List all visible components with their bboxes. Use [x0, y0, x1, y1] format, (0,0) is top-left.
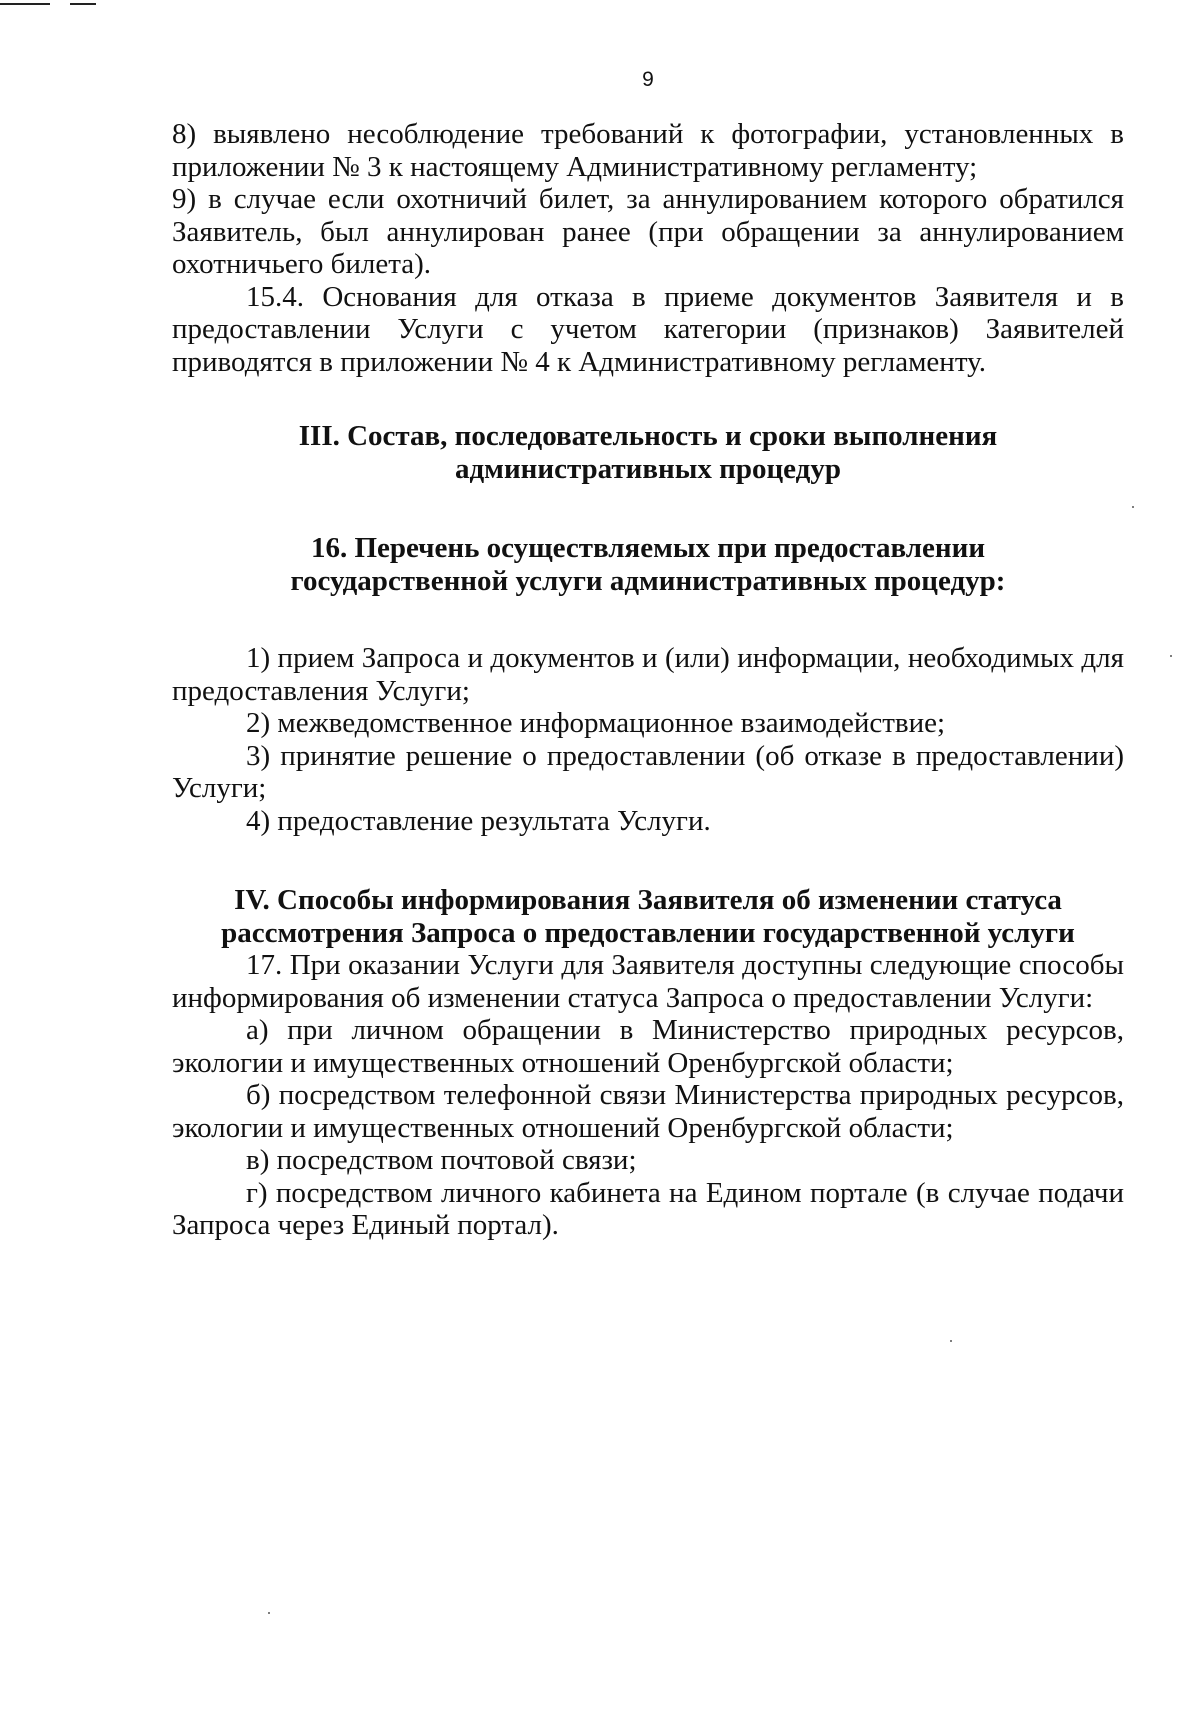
scan-edge-mark [70, 3, 96, 5]
section-3-heading: III. Состав, последовательность и сроки выполнения административных процедур [298, 420, 998, 485]
page-number: 9 [642, 68, 654, 91]
list-item: а) при личном обращении в Министерство природных ресурсов, экологии и имущественных отношений Оренбургской области; [172, 1014, 1124, 1079]
list-item: в) посредством почтовой связи; [246, 1144, 637, 1176]
procedures-list [172, 642, 1124, 837]
scan-speck [1170, 655, 1172, 657]
scan-speck [1132, 506, 1134, 508]
section-16-heading: 16. Перечень осуществляемых при предоставлении государственной услуги административных процедур: [290, 532, 1006, 597]
paragraph-15-4: 15.4. Основания для отказа в приеме документов Заявителя и в предоставлении Услуги с учетом категории (признаков) Заявителей приводятся в приложении № 4 к Административному регламенту. [172, 280, 1124, 378]
paragraph-17: 17. При оказании Услуги для Заявителя доступны следующие способы информирования об изменении статуса Запроса о предоставлении Услуги: [172, 949, 1124, 1014]
list-item: 1) прием Запроса и документов и (или) информации, необходимых для предоставления Услуги; [172, 642, 1124, 707]
list-item: б) посредством телефонной связи Министерства природных ресурсов, экологии и имущественных отношений Оренбургской области; [172, 1079, 1124, 1144]
list-item: 2) межведомственное информационное взаимодействие; [246, 707, 946, 739]
document-body [172, 118, 1124, 1242]
section-4-heading: IV. Способы информирования Заявителя об изменении статуса рассмотрения Запроса о предоставлении государственной услуги [221, 884, 1075, 949]
scan-speck [268, 1612, 270, 1614]
list-item: 8) выявлено несоблюдение требований к фотографии, установленных в приложении № 3 к настоящему Административному регламенту; [172, 118, 1124, 183]
list-item: 4) предоставление результата Услуги. [246, 804, 711, 837]
list-item: 3) принятие решение о предоставлении (об отказе в предоставлении) Услуги; [172, 739, 1124, 804]
list-item: г) посредством личного кабинета на Едином портале (в случае подачи Запроса через Единый портал). [172, 1176, 1124, 1241]
scan-edge-mark [0, 3, 50, 5]
list-item: 9) в случае если охотничий билет, за аннулированием которого обратился Заявитель, был аннулирован ранее (при обращении за аннулированием охотничьего билета). [172, 183, 1124, 280]
scan-speck [950, 1340, 952, 1342]
